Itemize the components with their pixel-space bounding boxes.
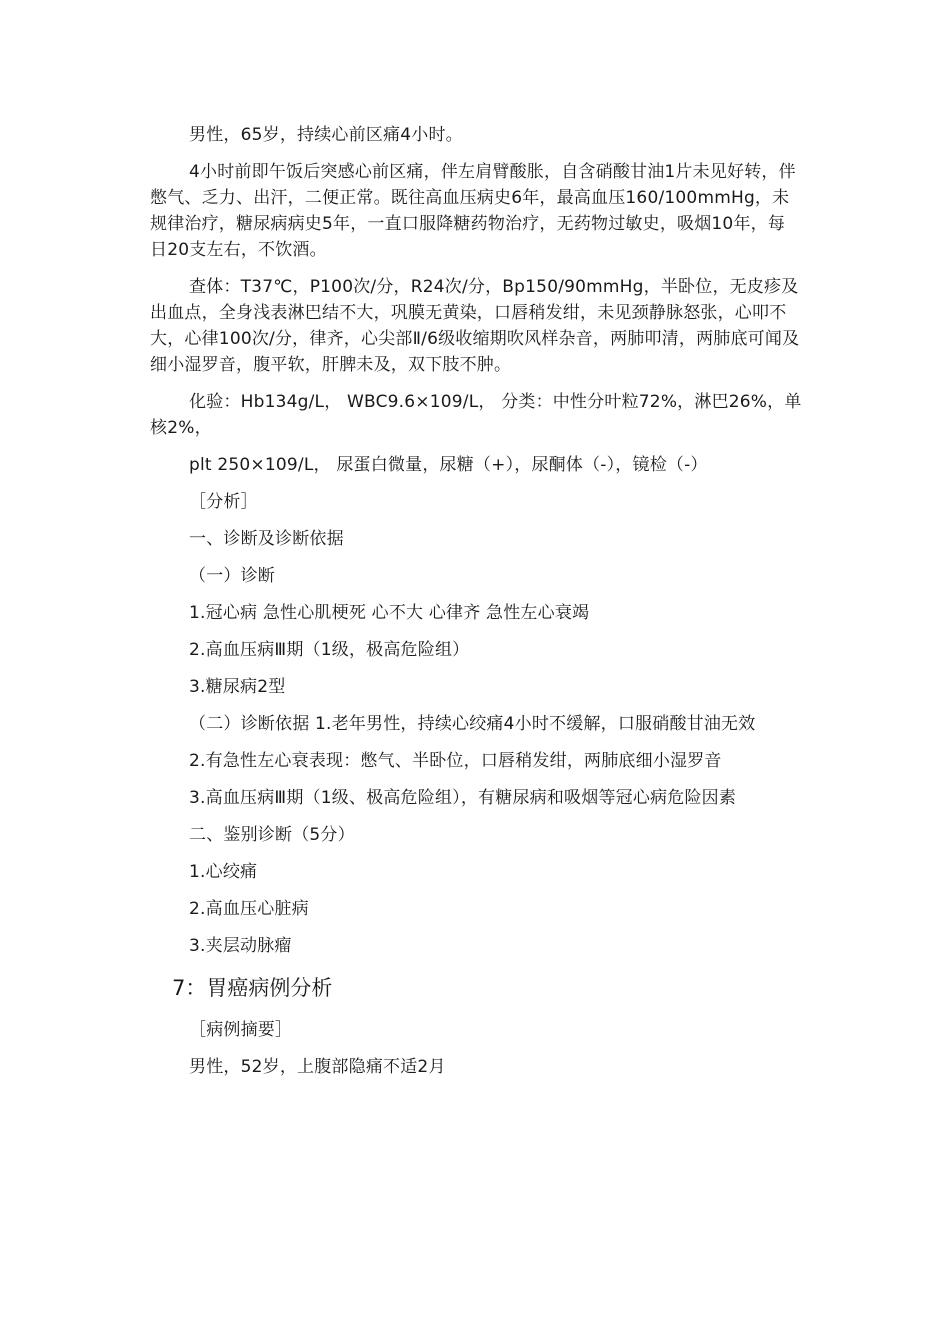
case6-diagnosis-basis: 2.有急性左心衰表现：憋气、半卧位，口唇稍发绀，两肺底细小湿罗音 [189, 751, 722, 771]
case6-section-differential: 二、鉴别诊断（5分） [189, 825, 355, 845]
case6-analysis-label: ［分析］ [189, 492, 258, 512]
case6-history: 4小时前即午饭后突感心前区痛，伴左肩臂酸胀，自含硝酸甘油1片未见好转，伴憋气、乏力、出汗，二便正常。既往高血压病史6年，最高血压160/100mmHg，未规律治疗，糖尿病病史5年，一直口服降糖药物治疗，无药物过敏史，吸烟10年，每日20支左右，不饮酒。 [150, 162, 796, 260]
case6-lab-results-continued: plt 250×109/L， 尿蛋白微量，尿糖（+），尿酮体（-），镜检（-） [189, 455, 708, 475]
case6-differential-item: 3.夹层动脉瘤 [189, 936, 292, 956]
case6-lab-results: 化验：Hb134g/L， WBC9.6×109/L， 分类：中性分叶粒72%，淋巴26%，单核2%， [150, 392, 802, 438]
case7-heading: 7：胃癌病例分析 [172, 976, 333, 1000]
case6-section-diagnosis: 一、诊断及诊断依据 [189, 529, 344, 549]
case7-summary-label: ［病例摘要］ [189, 1020, 293, 1040]
case6-physical-exam: 查体：T37℃，P100次/分，R24次/分，Bp150/90mmHg，半卧位，无皮疹及出血点，全身浅表淋巴结不大，巩膜无黄染，口唇稍发绀，未见颈静脉怒张，心叩不大，心律100次/分，律齐，心尖部Ⅱ/6级收缩期吹风样杂音，两肺叩清，两肺底可闻及细小湿罗音，腹平软，肝脾未及，双下肢不肿。 [150, 277, 800, 375]
case6-differential-item: 2.高血压心脏病 [189, 899, 309, 919]
case6-subsection-diagnosis: （一）诊断 [189, 566, 275, 586]
case6-differential-item: 1.心绞痛 [189, 862, 258, 882]
case6-diagnosis-basis: 3.高血压病Ⅲ期（1级、极高危险组），有糖尿病和吸烟等冠心病危险因素 [189, 788, 737, 808]
case6-diagnosis-item: 2.高血压病Ⅲ期（1级，极高危险组） [189, 640, 470, 660]
document-page [150, 122, 802, 1091]
case7-summary-line: 男性，52岁，上腹部隐痛不适2月 [189, 1057, 446, 1077]
case6-diagnosis-item: 3.糖尿病2型 [189, 677, 286, 697]
case6-summary-line: 男性，65岁，持续心前区痛4小时。 [189, 125, 463, 145]
case6-diagnosis-item: 1.冠心病 急性心肌梗死 心不大 心律齐 急性左心衰竭 [189, 603, 590, 623]
case6-diagnosis-basis: （二）诊断依据 1.老年男性，持续心绞痛4小时不缓解，口服硝酸甘油无效 [189, 714, 756, 734]
